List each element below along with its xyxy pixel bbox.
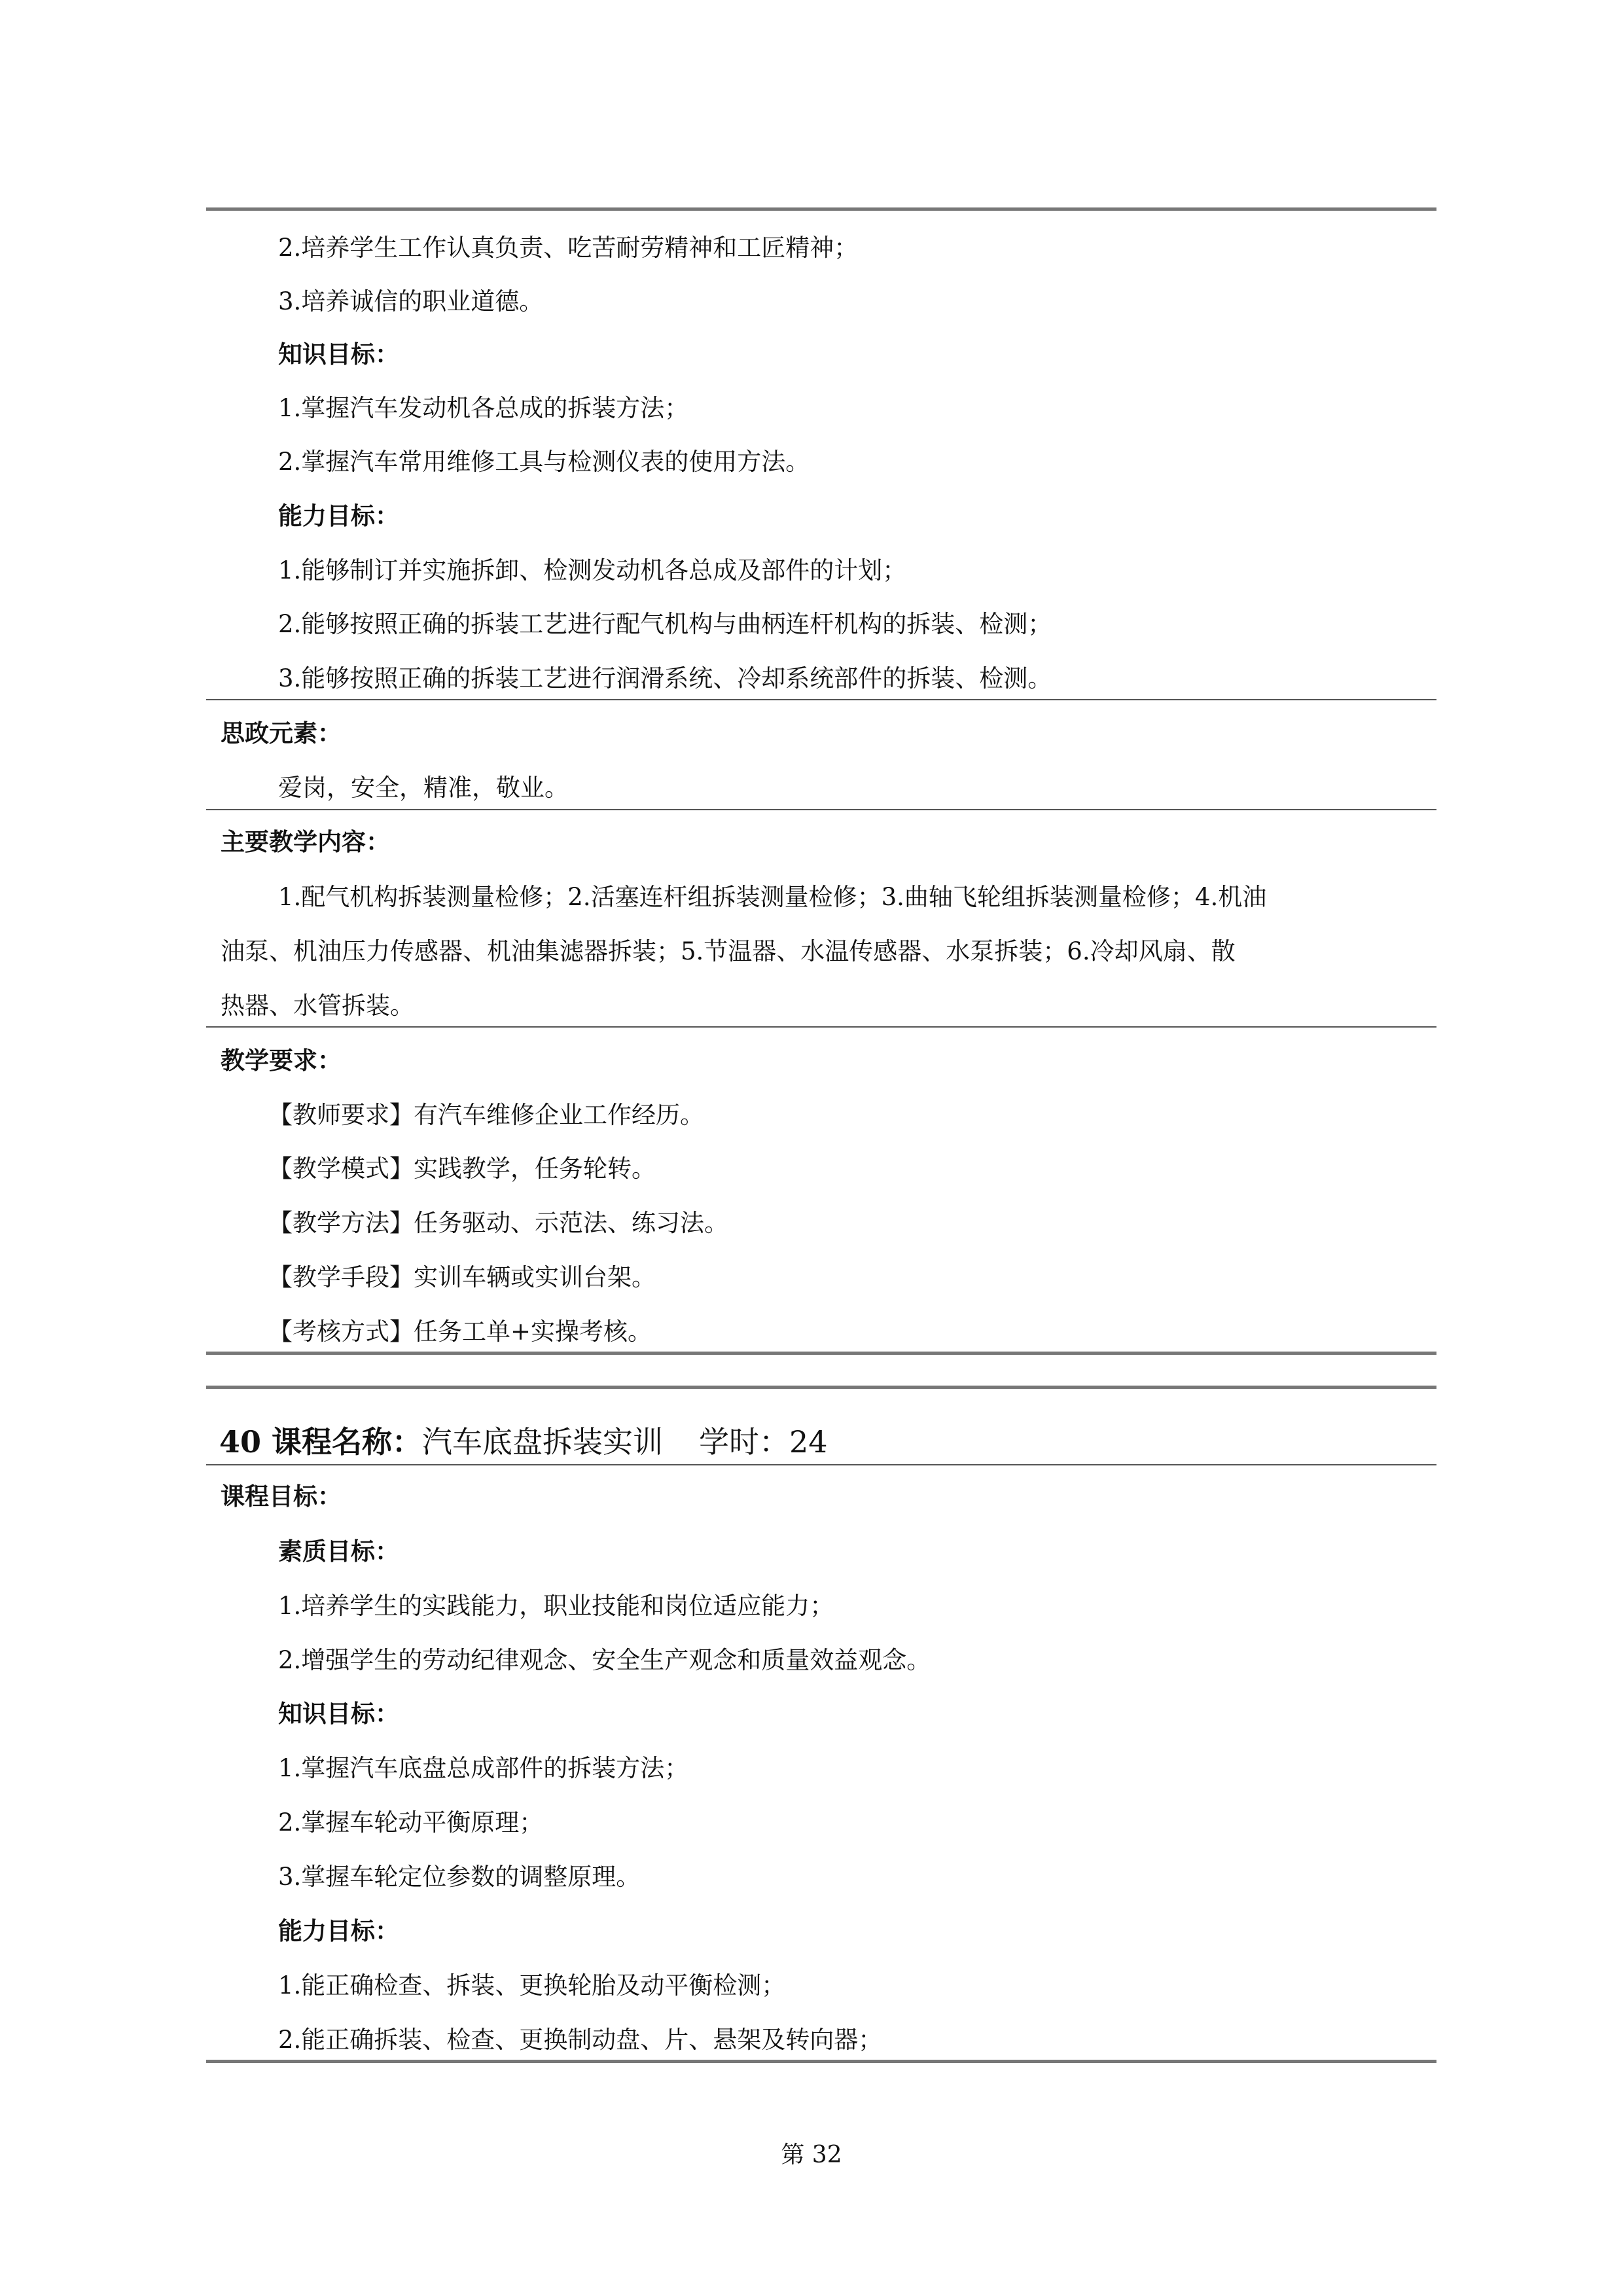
- hours-value: 24: [789, 1424, 828, 1460]
- ability-item: 2.能够按照正确的拆装工艺进行配气机构与曲柄连杆机构的拆装、检测；: [278, 610, 1052, 638]
- quality-item: 1.培养学生的实践能力，职业技能和岗位适应能力；: [278, 1592, 834, 1620]
- table-top-rule: [206, 1386, 1436, 1389]
- knowledge-item: 2.掌握汽车常用维修工具与检测仪表的使用方法。: [278, 448, 810, 476]
- knowledge-item: 1.掌握汽车底盘总成部件的拆装方法；: [278, 1754, 689, 1782]
- course-title: [219, 1424, 828, 1460]
- ability-item: 1.能正确检查、拆装、更换轮胎及动平衡检测；: [278, 1971, 786, 2000]
- requirement-item: 【教学手段】实训车辆或实训台架。: [268, 1263, 656, 1291]
- ability-item: 2.能正确拆装、检查、更换制动盘、片、悬架及转向器；: [278, 2026, 883, 2054]
- content-line: 热器、水管拆装。: [221, 992, 414, 1020]
- hours-label: 学时：: [699, 1424, 790, 1460]
- ability-item: 1.能够制订并实施拆卸、检测发动机各总成及部件的计划；: [278, 556, 907, 584]
- course-number-label: 40 课程名称：: [219, 1424, 423, 1460]
- section-divider: [206, 809, 1436, 810]
- quality-item: 2.增强学生的劳动纪律观念、安全生产观念和质量效益观念。: [278, 1646, 931, 1674]
- content-heading: 主要教学内容：: [221, 827, 390, 856]
- ability-item: 3.能够按照正确的拆装工艺进行润滑系统、冷却系统部件的拆装、检测。: [278, 664, 1052, 692]
- section-divider: [206, 1464, 1436, 1465]
- requirements-heading: 教学要求：: [221, 1046, 342, 1075]
- content-line: 油泵、机油压力传感器、机油集滤器拆装；5.节温器、水温传感器、水泵拆装；6.冷却风扇、散: [221, 937, 1236, 965]
- course-name: 汽车底盘拆装实训: [422, 1424, 664, 1460]
- section-divider: [206, 699, 1436, 700]
- requirement-item: 【教学方法】任务驱动、示范法、练习法。: [268, 1209, 728, 1237]
- quality-item: 3.培养诚信的职业道德。: [278, 287, 544, 315]
- knowledge-item: 2.掌握车轮动平衡原理；: [278, 1808, 544, 1837]
- knowledge-item: 3.掌握车轮定位参数的调整原理。: [278, 1863, 641, 1891]
- page-number: 第 32: [781, 2142, 842, 2168]
- bottom-rule: [206, 2060, 1436, 2063]
- knowledge-heading: 知识目标：: [278, 340, 399, 368]
- requirement-item: 【教学模式】实践教学，任务轮转。: [268, 1155, 656, 1183]
- table-bottom-rule: [206, 1352, 1436, 1355]
- quality-heading: 素质目标：: [278, 1537, 399, 1566]
- ability-heading: 能力目标：: [278, 1916, 399, 1945]
- ability-heading: 能力目标：: [278, 501, 399, 530]
- knowledge-heading: 知识目标：: [278, 1699, 399, 1728]
- section-divider: [206, 1026, 1436, 1028]
- knowledge-item: 1.掌握汽车发动机各总成的拆装方法；: [278, 394, 689, 422]
- ideology-text: 爱岗，安全，精准，敬业。: [278, 774, 569, 802]
- top-rule: [206, 207, 1436, 211]
- goals-heading: 课程目标：: [221, 1482, 342, 1511]
- content-line: 1.配气机构拆装测量检修；2.活塞连杆组拆装测量检修；3.曲轴飞轮组拆装测量检修；4.机油: [278, 883, 1267, 911]
- requirement-item: 【考核方式】任务工单+实操考核。: [268, 1318, 652, 1346]
- requirement-item: 【教师要求】有汽车维修企业工作经历。: [268, 1101, 704, 1129]
- quality-item: 2.培养学生工作认真负责、吃苦耐劳精神和工匠精神；: [278, 234, 859, 262]
- ideology-heading: 思政元素：: [221, 719, 342, 747]
